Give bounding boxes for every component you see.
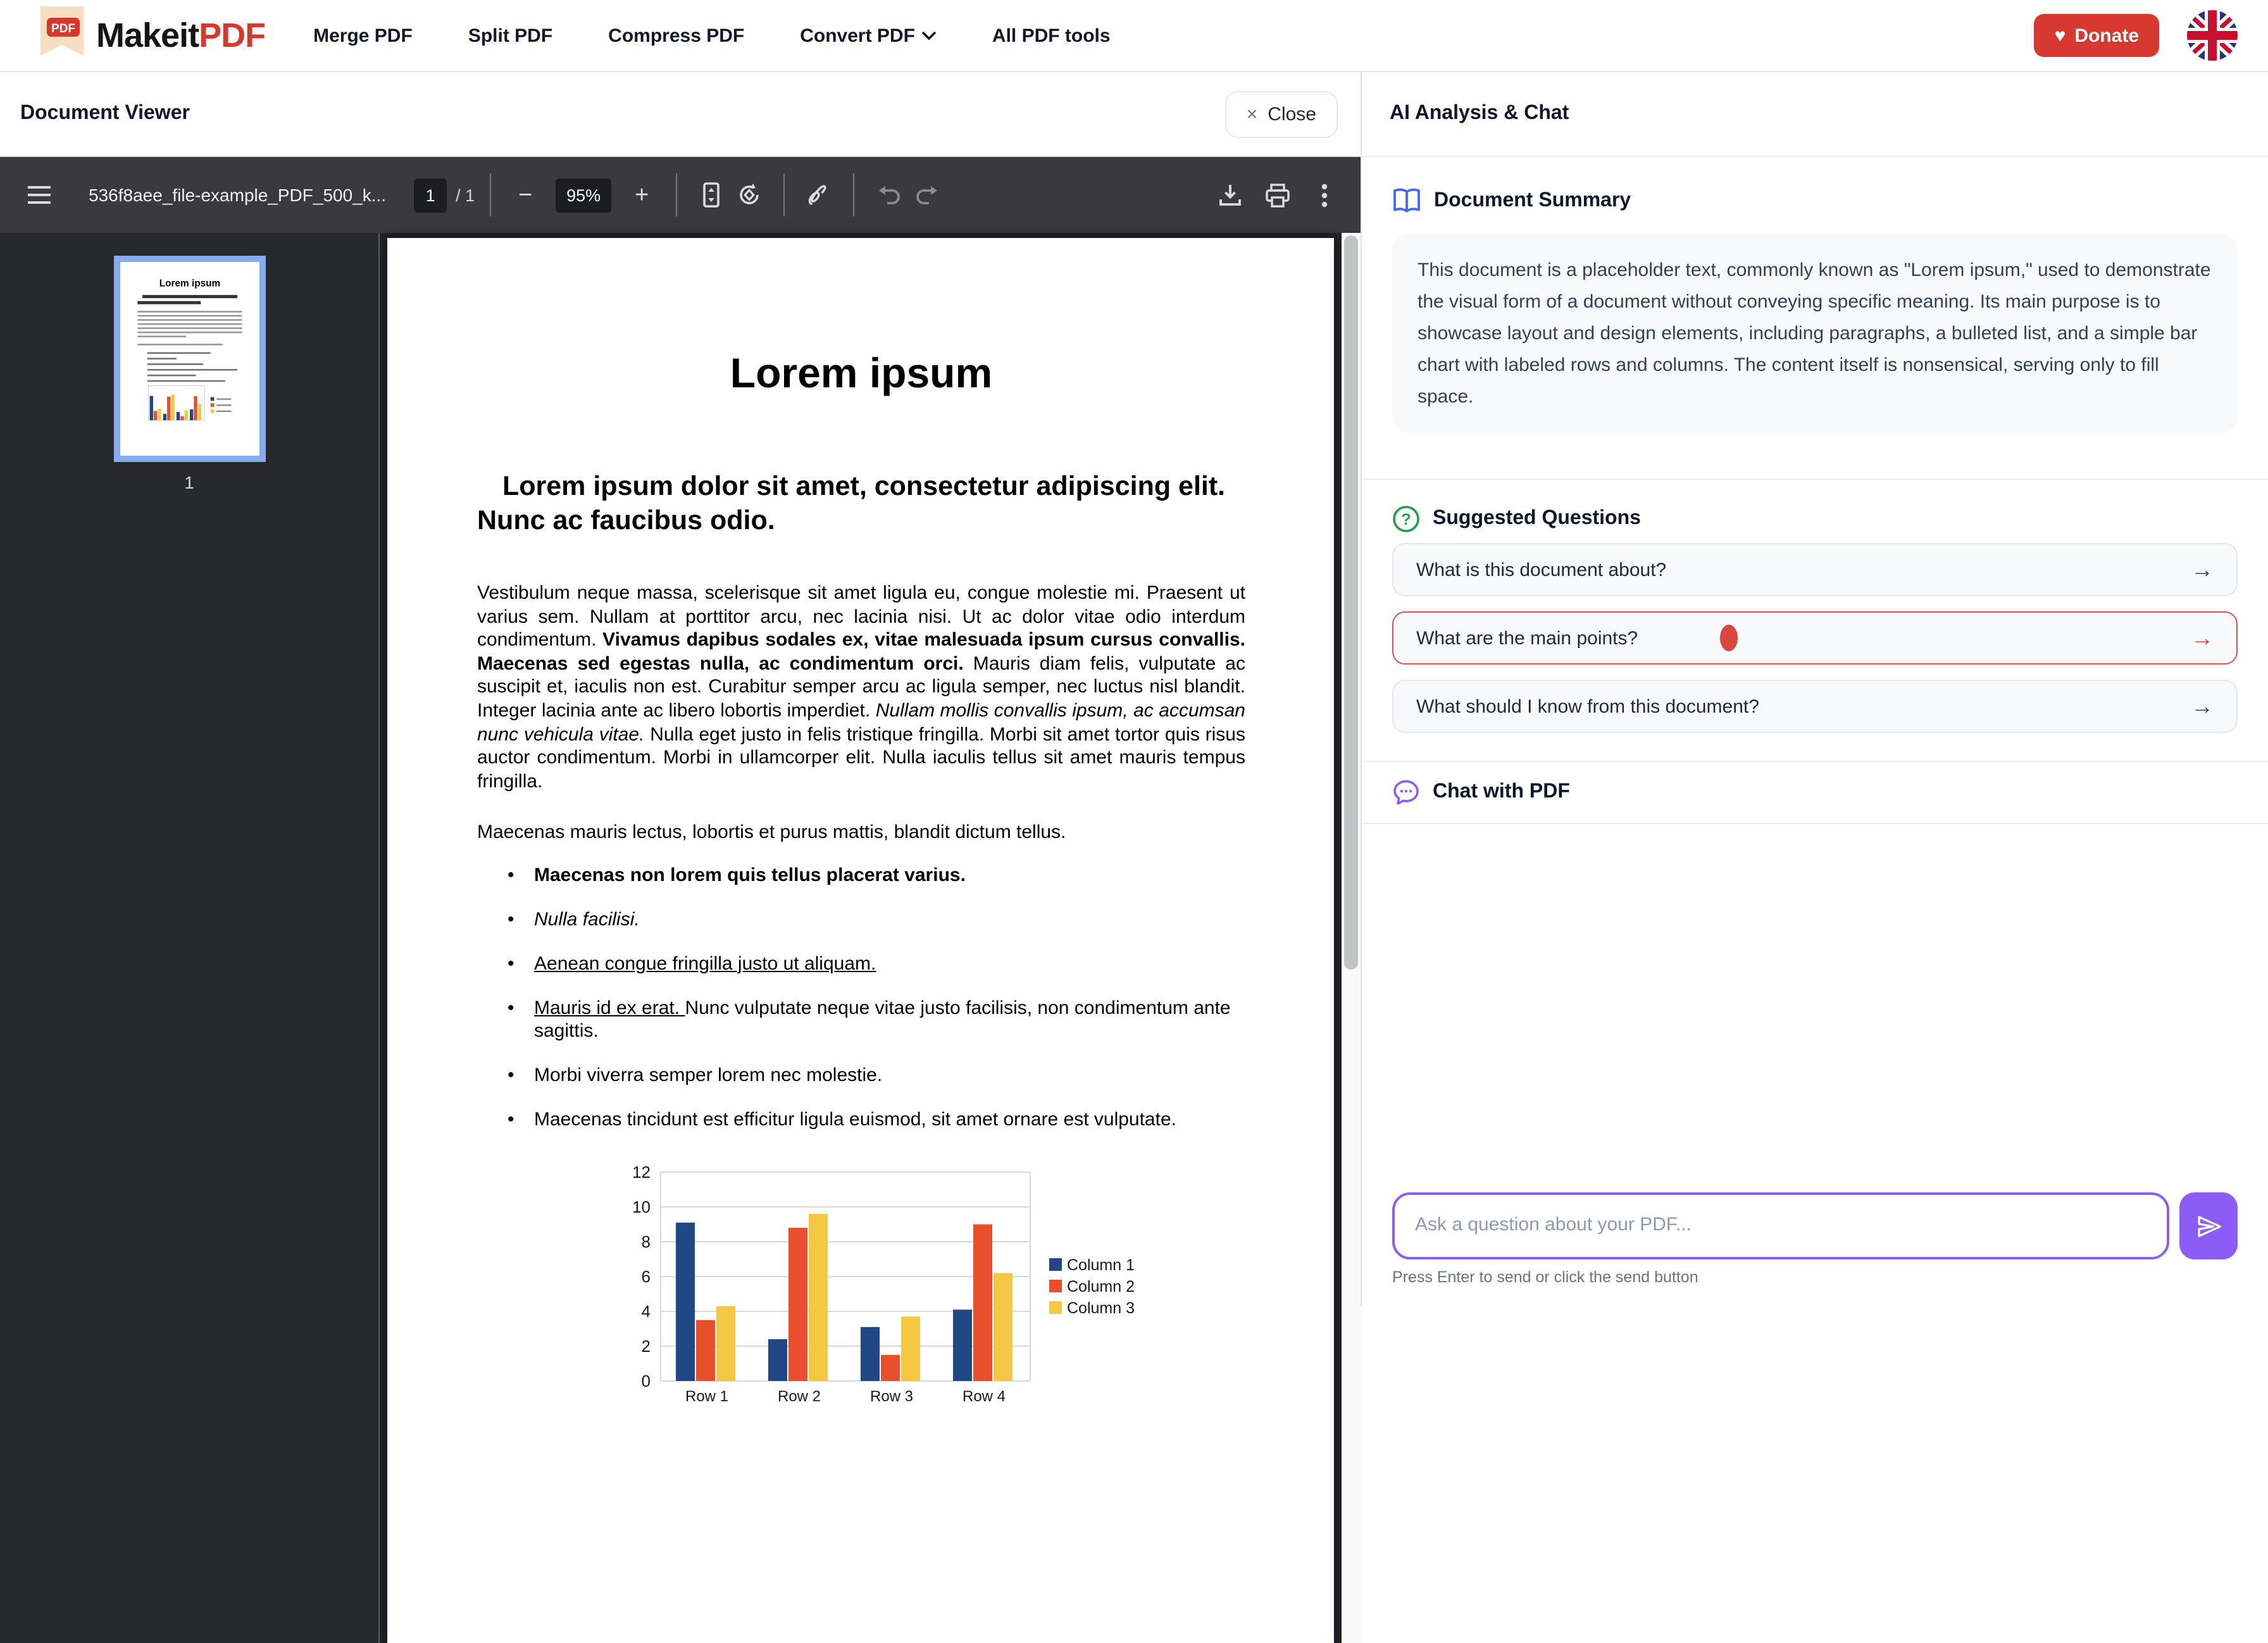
redo-button[interactable] xyxy=(907,176,945,214)
toolbar-right-group xyxy=(1211,176,1343,214)
thumbnail-sidebar xyxy=(0,233,380,1643)
chat-message-area xyxy=(1392,824,2238,1192)
ink-squiggle-icon xyxy=(806,184,832,206)
click-indicator-dot xyxy=(1720,625,1738,651)
document-bullet-list xyxy=(477,865,1245,1133)
pdf-filename: 536f8aee_file-example_PDF_500_k... xyxy=(89,185,387,205)
nav-menu xyxy=(313,25,1111,46)
svg-text:Row 1: Row 1 xyxy=(685,1388,729,1406)
bullet-item: • Maecenas tincidunt est efficitur ligula euismod, sit amet ornare est vulputate. xyxy=(477,1109,1245,1133)
bookmark-pdf-icon xyxy=(38,4,86,66)
main-split xyxy=(0,72,2268,1406)
chat-bubble-icon xyxy=(1392,778,1420,806)
close-icon: × xyxy=(1246,103,1258,125)
close-viewer-button[interactable]: × Close xyxy=(1225,91,1338,137)
draw-annotation-button[interactable] xyxy=(800,176,838,214)
brand-name: MakeitPDF xyxy=(96,16,266,54)
svg-text:Row 4: Row 4 xyxy=(962,1388,1006,1406)
viewer-header xyxy=(0,72,1361,157)
book-icon xyxy=(1392,187,1421,214)
nav-item-convert-pdf[interactable]: Convert PDF xyxy=(800,25,937,46)
nav-item-split-pdf[interactable]: Split PDF xyxy=(468,25,553,46)
download-icon xyxy=(1219,183,1242,207)
thumbnail-preview xyxy=(122,266,256,452)
zoom-in-button[interactable] xyxy=(623,176,661,214)
svg-text:Column 2: Column 2 xyxy=(1067,1278,1135,1296)
zoom-out-button[interactable] xyxy=(506,176,544,214)
donate-button[interactable]: ♥ Donate xyxy=(2034,14,2160,57)
bullet-item: • Aenean congue fringilla justo ut aliquam. xyxy=(477,953,1245,977)
undo-icon xyxy=(876,185,900,205)
bullet-item: • Mauris id ex erat. Nunc vulputate neque vitae justo facilisis, non condimentum ante sagittis. xyxy=(477,997,1245,1044)
redo-icon xyxy=(914,185,938,205)
svg-text:6: 6 xyxy=(641,1267,651,1287)
bullet-item: • Nulla facilisi. xyxy=(477,909,1245,932)
document-title: Lorem ipsum xyxy=(730,349,993,396)
heart-icon: ♥ xyxy=(2054,25,2066,46)
document-viewer-pane xyxy=(0,72,1362,1406)
section-divider xyxy=(1362,478,2268,480)
suggested-question-1[interactable]: What is this document about? → xyxy=(1392,543,2238,596)
undo-button[interactable] xyxy=(869,176,907,214)
chat-question-input[interactable] xyxy=(1392,1192,2169,1259)
arrow-right-icon: → xyxy=(2191,625,2214,650)
scroll-mode-button[interactable] xyxy=(692,176,730,214)
print-button[interactable] xyxy=(1258,176,1296,214)
chat-helper-text: Press Enter to send or click the send button xyxy=(1392,1268,1698,1286)
document-paragraph: Maecenas mauris lectus, lobortis et purus mattis, blandit dictum tellus. xyxy=(477,822,1066,844)
svg-text:?: ? xyxy=(1401,511,1411,528)
page-total-label: / 1 xyxy=(456,185,475,204)
svg-text:2: 2 xyxy=(641,1337,651,1356)
bullet-item: • Morbi viverra semper lorem nec molestie. xyxy=(477,1065,1245,1089)
svg-text:Column 1: Column 1 xyxy=(1067,1256,1135,1275)
hamburger-icon xyxy=(28,186,51,204)
page-scroll-icon xyxy=(701,182,721,208)
download-button[interactable] xyxy=(1211,176,1249,214)
nav-item-all-pdf-tools[interactable]: All PDF tools xyxy=(992,25,1111,46)
suggested-question-2[interactable]: What are the main points? → xyxy=(1392,611,2238,665)
document-summary-heading: Document Summary xyxy=(1392,187,2238,214)
pdf-area xyxy=(0,233,1361,1643)
page-number-input[interactable]: 1 xyxy=(414,178,447,212)
svg-text:4: 4 xyxy=(641,1302,651,1321)
nav-item-merge-pdf[interactable]: Merge PDF xyxy=(313,25,413,46)
send-button[interactable] xyxy=(2179,1192,2238,1259)
zoom-level-input[interactable]: 95% xyxy=(556,178,611,212)
nav-item-compress-pdf[interactable]: Compress PDF xyxy=(608,25,745,46)
document-paragraph: Vestibulum neque massa, scelerisque sit amet ligula eu, congue molestie mi. Praesent ut varius sem. Nullam at porttitor arcu, nec lacinia nisi. Ut ac dolor vitae odio interdum condimentum. Vivamus dapibus sodales ex, vitae malesuada ipsum cursus convallis. Maecenas sed egestas nulla, ac condimentum orci. Mauris diam felis, vulputate ac suscipit et, iaculis non est. Curabitur semper arcu ac ligula semper, nec luctus nisl blandit. Integer lacinia ante ac libero lobortis imperdiet. Nullam mollis convallis ipsum, ac accumsan nunc vehicula vitae. Nulla eget justo in felis tristique fringilla. Morbi sit amet tortor quis risus auctor condimentum. Morbi in ullamcorper elit. Nulla iaculis tellus sit amet mauris tempus fringilla. xyxy=(477,582,1245,792)
arrow-right-icon: → xyxy=(2191,556,2214,582)
chat-input-row xyxy=(1392,1192,2238,1259)
send-plane-icon xyxy=(2196,1213,2221,1239)
document-summary-text: This document is a placeholder text, commonly known as "Lorem ipsum," used to demonstrate the visual form of a document without conveying specific meaning. Its main purpose is to showcase layout and design elements, including paragraphs, a bulleted list, and a simple bar chart with labeled rows and columns. The content itself is nonsensical, serving only to fill space. xyxy=(1392,234,2238,433)
svg-text:PDF: PDF xyxy=(51,22,75,35)
minus-icon: − xyxy=(518,182,533,208)
rotate-page-button[interactable] xyxy=(730,176,768,214)
page-thumbnail[interactable] xyxy=(113,256,265,462)
chevron-down-icon xyxy=(921,30,937,41)
plus-icon: + xyxy=(635,182,649,208)
document-heading: Lorem ipsum dolor sit amet, consectetur adipiscing elit. Nunc ac faucibus odio. xyxy=(477,471,1226,535)
pdf-canvas-area[interactable] xyxy=(380,233,1342,1643)
svg-text:Row 3: Row 3 xyxy=(869,1388,914,1406)
kebab-menu-icon xyxy=(1321,183,1327,207)
ai-panel-header xyxy=(1362,72,2268,157)
more-options-button[interactable] xyxy=(1305,176,1343,214)
viewer-title: Document Viewer xyxy=(20,103,190,124)
suggested-questions-list xyxy=(1392,543,2238,733)
toolbar-separator xyxy=(490,173,491,216)
top-navbar xyxy=(0,0,2268,72)
rotate-icon xyxy=(737,182,762,208)
suggested-question-3[interactable]: What should I know from this document? → xyxy=(1392,680,2238,733)
scrollbar-thumb[interactable] xyxy=(1344,235,1358,970)
svg-text:Row 2: Row 2 xyxy=(777,1388,821,1406)
ai-panel-body xyxy=(1362,157,2268,1306)
toolbar-separator xyxy=(853,173,854,216)
pdf-page xyxy=(387,238,1334,1643)
svg-text:Lorem ipsum: Lorem ipsum xyxy=(158,278,220,289)
ai-analysis-panel xyxy=(1362,72,2268,1306)
print-icon xyxy=(1265,183,1289,207)
arrow-right-icon: → xyxy=(2191,693,2214,718)
chat-with-pdf-heading: Chat with PDF xyxy=(1392,762,2238,823)
pdf-toolbar xyxy=(0,157,1361,233)
toolbar-separator xyxy=(783,173,785,216)
svg-text:0: 0 xyxy=(641,1371,651,1391)
sidebar-toggle-button[interactable] xyxy=(20,176,58,214)
viewer-scrollbar[interactable] xyxy=(1342,233,1361,1643)
suggested-questions-heading: ? Suggested Questions xyxy=(1392,505,2238,533)
toolbar-separator xyxy=(676,173,677,216)
svg-text:12: 12 xyxy=(632,1163,651,1182)
help-circle-icon xyxy=(1392,505,1420,533)
brand-logo[interactable] xyxy=(38,4,265,66)
svg-text:8: 8 xyxy=(641,1232,651,1252)
thumbnail-page-number: 1 xyxy=(184,472,194,492)
ai-panel-title: AI Analysis & Chat xyxy=(1390,103,1569,124)
document-chart xyxy=(604,1163,1245,1605)
bullet-item: • Maecenas non lorem quis tellus placerat varius. xyxy=(477,865,1245,888)
svg-text:10: 10 xyxy=(632,1197,651,1217)
uk-flag-icon[interactable] xyxy=(2187,10,2238,61)
svg-text:Column 3: Column 3 xyxy=(1067,1299,1135,1318)
